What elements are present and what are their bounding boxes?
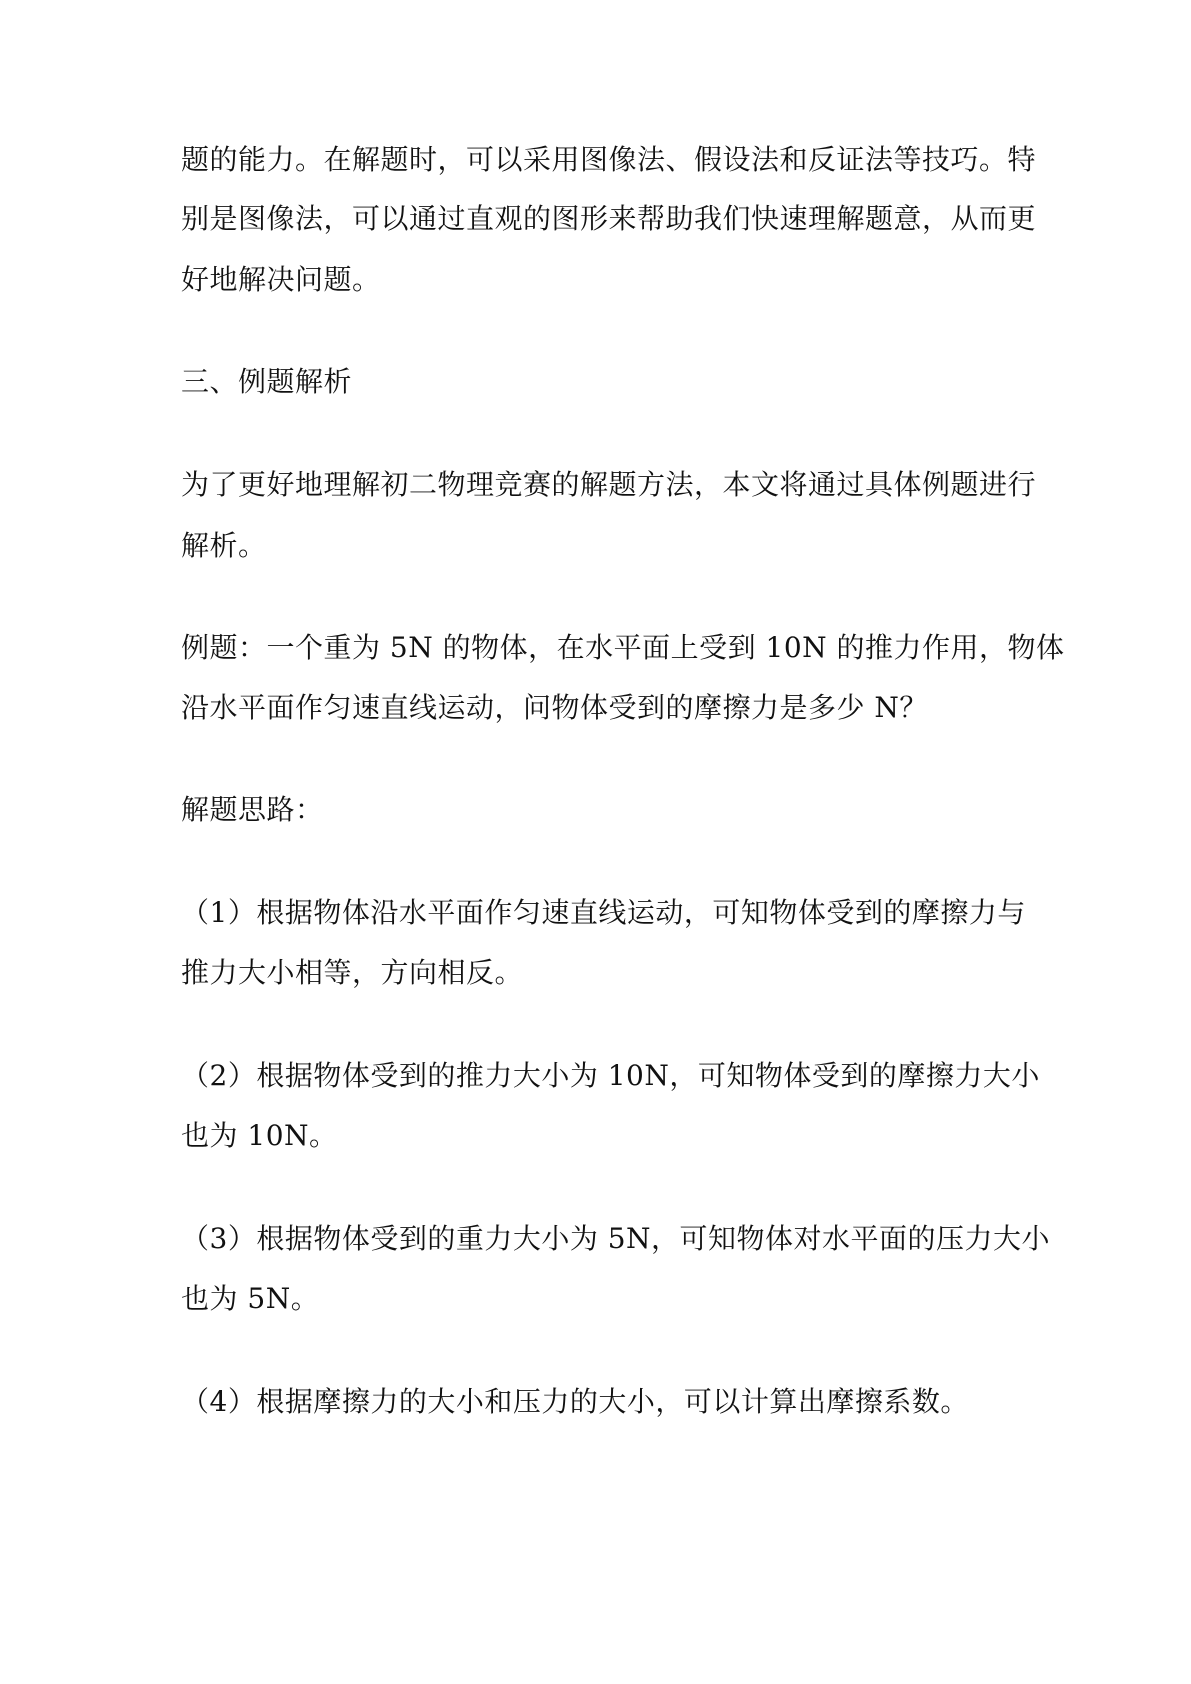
paragraph-line: 题的能力。在解题时，可以采用图像法、假设法和反证法等技巧。特 [181,143,1037,176]
paragraph-line: 沿水平面作匀速直线运动，问物体受到的摩擦力是多少 N？ [181,691,928,724]
paragraph-line: 为了更好地理解初二物理竞赛的解题方法，本文将通过具体例题进行 [181,468,1037,501]
paragraph-line: 解析。 [181,529,267,562]
paragraph-line: 推力大小相等，方向相反。 [181,956,524,989]
paragraph-line: 别是图像法，可以通过直观的图形来帮助我们快速理解题意，从而更 [181,202,1037,235]
paragraph-line: （2）根据物体受到的推力大小为 10N，可知物体受到的摩擦力大小 [181,1059,1040,1092]
approach-heading: 解题思路： [181,793,324,826]
paragraph-line: （3）根据物体受到的重力大小为 5N，可知物体对水平面的压力大小 [181,1222,1051,1255]
section-heading: 三、例题解析 [181,365,353,398]
paragraph-line: 例题：一个重为 5N 的物体，在水平面上受到 10N 的推力作用，物体 [181,631,1065,664]
paragraph-line: （1）根据物体沿水平面作匀速直线运动，可知物体受到的摩擦力与 [181,896,1026,929]
paragraph-line: 好地解决问题。 [181,263,381,296]
paragraph-line: （4）根据摩擦力的大小和压力的大小，可以计算出摩擦系数。 [181,1385,969,1418]
paragraph-line: 也为 10N。 [181,1119,338,1152]
paragraph-line: 也为 5N。 [181,1282,320,1315]
